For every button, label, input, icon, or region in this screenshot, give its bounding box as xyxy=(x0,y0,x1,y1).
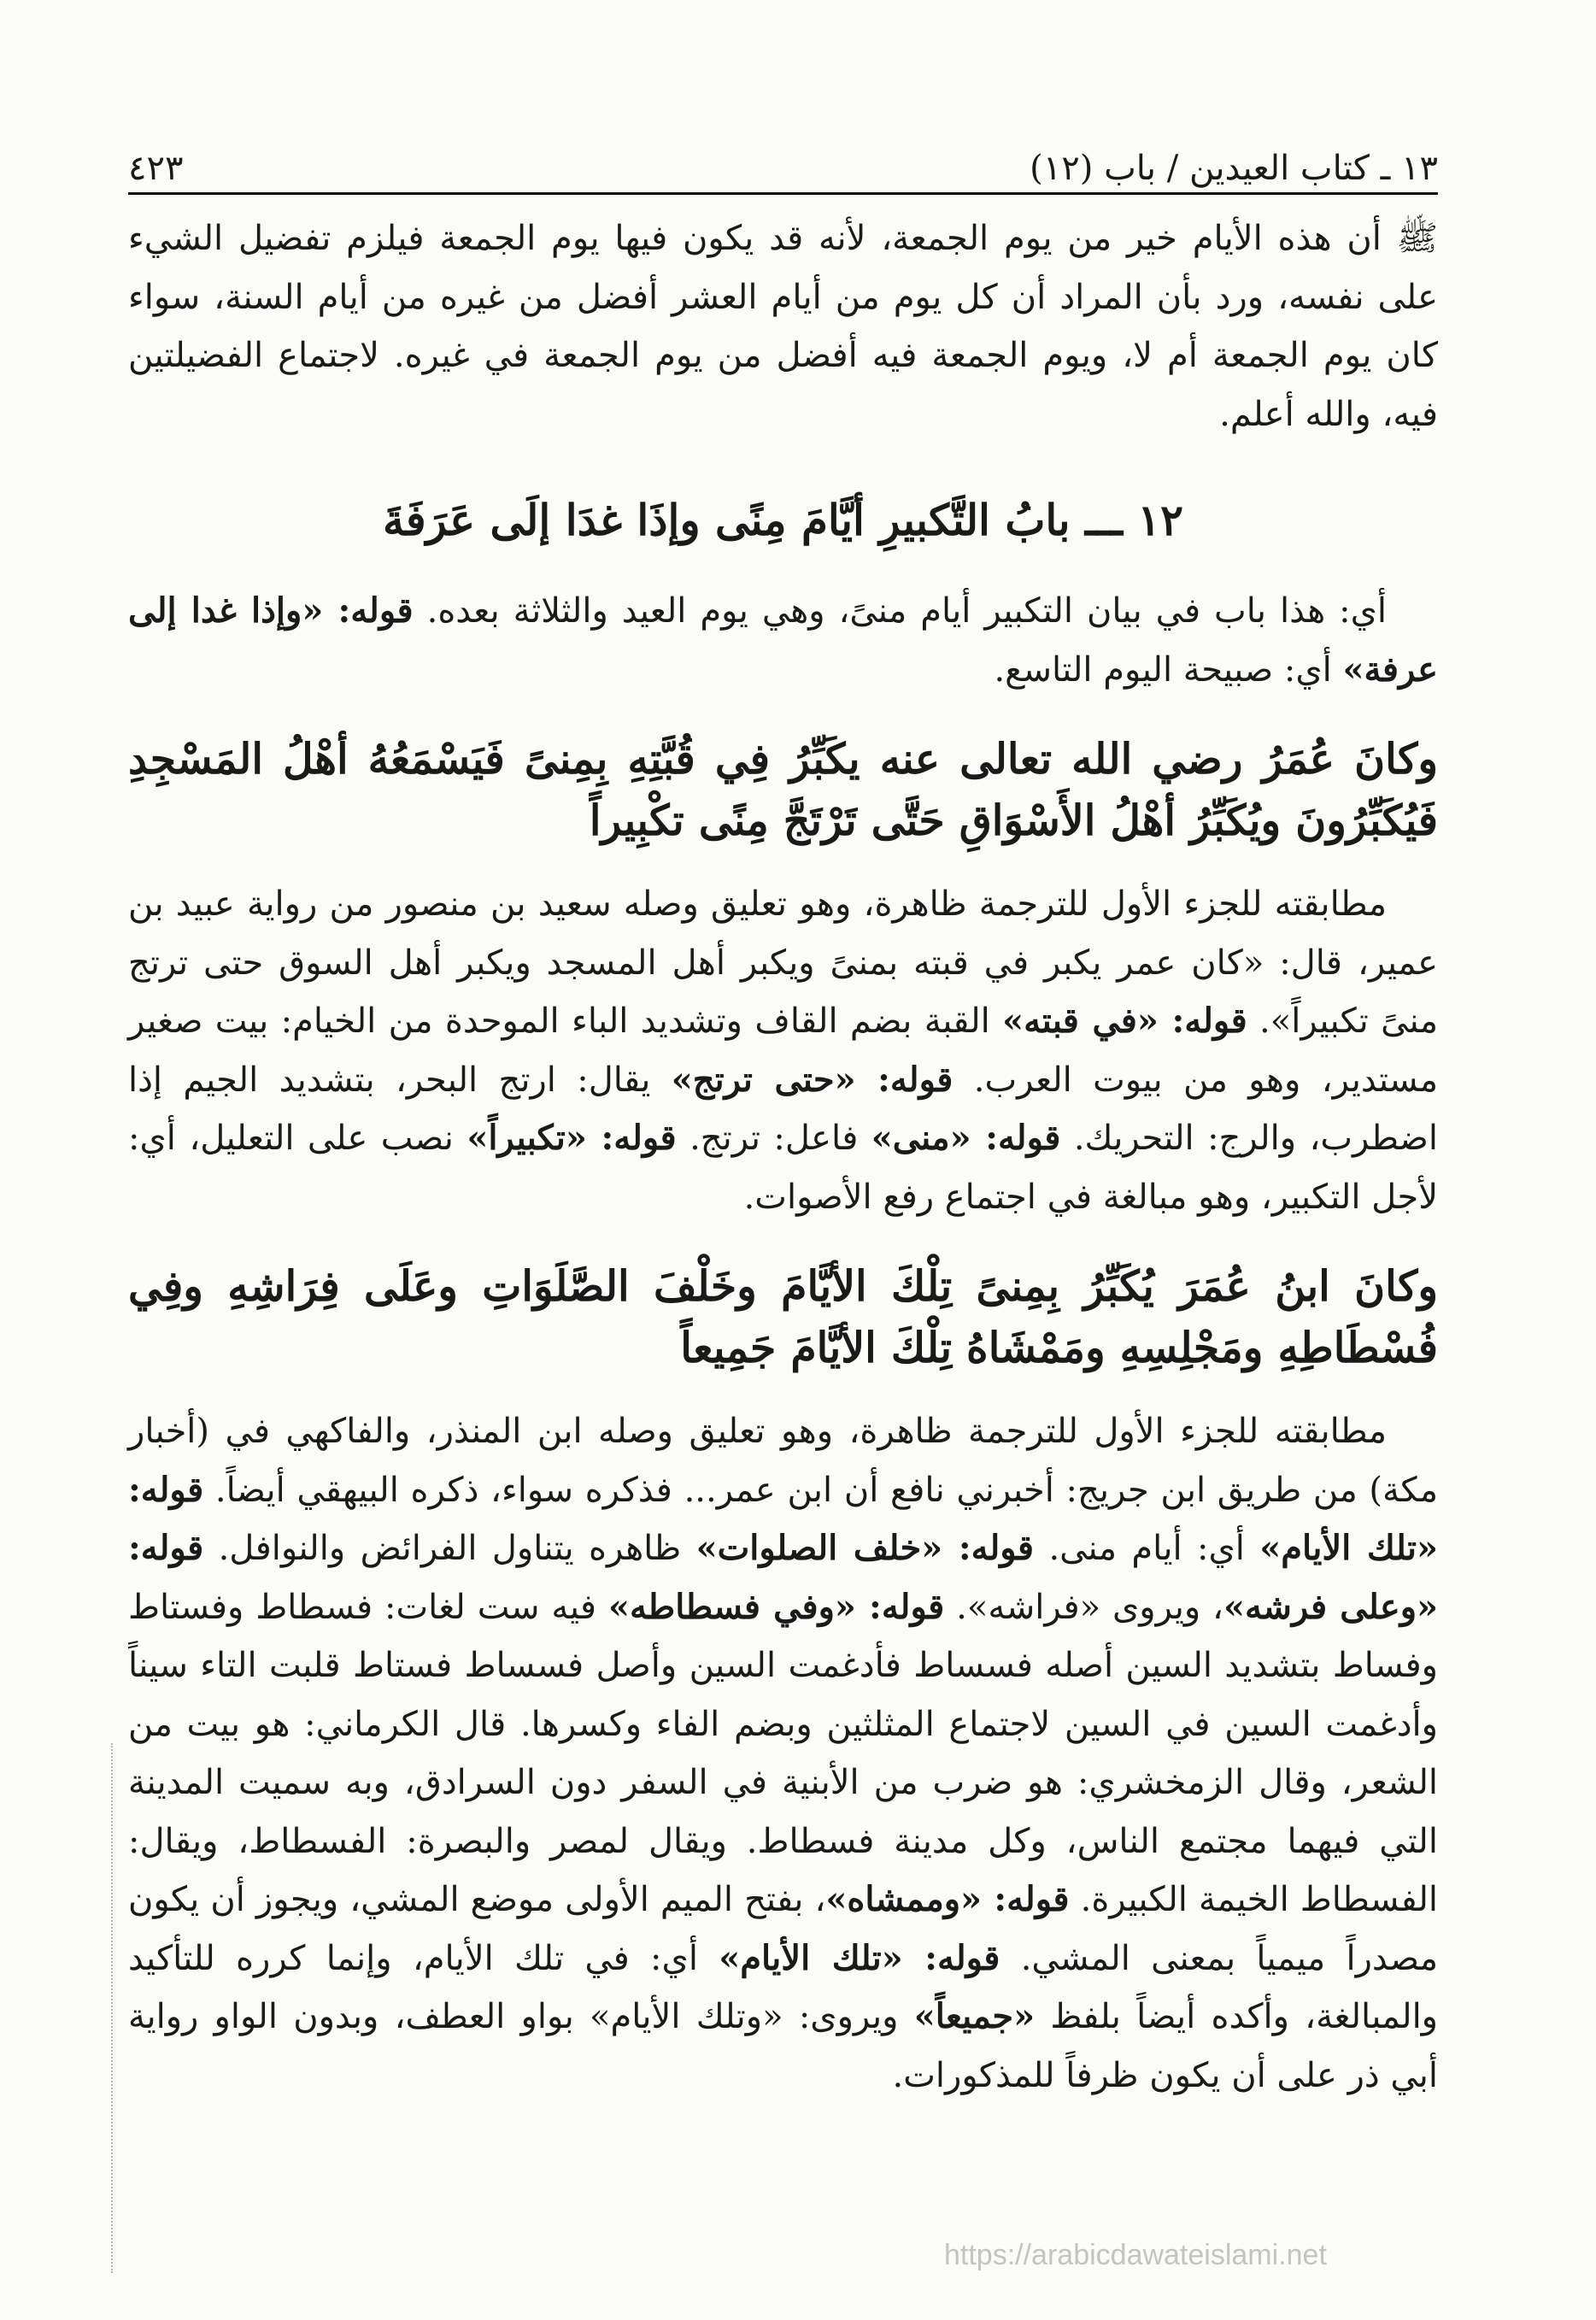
text-run: أي: هذا باب في بيان التكبير أيام منىً، وهي يوم العيد والثلاثة بعده. xyxy=(413,591,1388,631)
commentary-umar xyxy=(128,875,1438,1226)
text-run: أي: صبيحة اليوم التاسع. xyxy=(994,649,1343,690)
header-rule xyxy=(128,192,1438,195)
chapter-title: ١٢ ـــ بابُ التَّكبيرِ أيَّامَ مِنًى وإذَا غدَا إلَى عَرَفَةَ xyxy=(382,495,1184,545)
quoted-phrase: قوله: «وإذا غدا إلى عرفة» xyxy=(128,590,1438,690)
chapter-commentary xyxy=(128,582,1438,699)
quoted-phrase: قوله: «حتى ترتج» xyxy=(671,1059,953,1100)
quoted-phrase: قوله: «خلف الصلوات» xyxy=(695,1528,1035,1568)
text-run: أي: في تلك الأيام، وإنما كرره للتأكيد والمبالغة، وأكده أيضاً بلفظ xyxy=(128,1938,1439,2036)
quoted-phrase: «جميعاً» xyxy=(913,1996,1036,2036)
quoted-phrase: قوله: «في قبته» xyxy=(1002,1001,1247,1041)
text-run: ، بفتح الميم الأولى موضع المشي، ويجوز أن يكون مصدراً ميمياً بمعنى المشي. xyxy=(128,1880,1439,1978)
quoted-phrase: قوله: «تكبيراً» xyxy=(466,1118,677,1158)
page-header xyxy=(128,128,1438,188)
text-run: نصب على التعليل، أي: لأجل التكبير، وهو مبالغة في اجتماع رفع الأصوات. xyxy=(128,1119,1438,1217)
text-run: مطابقته للجزء الأول للترجمة ظاهرة، وهو تعليق وصله ابن المنذر، والفاكهي في (أخبار مكة) من طريق ابن جريج: أخبرني نافع أن ابن عمر... فذكره سواء، ذكره البيهقي أيضاً. xyxy=(128,1412,1438,1510)
page-body xyxy=(128,209,1438,2105)
watermark-url: https://arabicdawateislami.net xyxy=(944,2239,1327,2271)
text-run: فاعل: ترتج. xyxy=(676,1119,871,1158)
hadith-text-umar: وكانَ عُمَرُ رضي الله تعالى عنه يكَبِّرُ فِي قُبَّتِهِ بِمِنىً فَيَسْمَعُهُ أهْلُ المَسْجِدِ فَيُكَبِّرُونَ ويُكَبِّرُ أهْلُ الأَسْوَاقِ حَتَّى تَرْتَجَّ مِنًى تكْبِيراً xyxy=(128,734,1438,845)
text-run: ويروى: «وتلك الأيام» بواو العطف، وبدون الواو رواية أبي ذر على أن يكون ظرفاً للمذكورات. xyxy=(128,1997,1438,2095)
text-run: ، ويروى «فراشه». xyxy=(944,1587,1223,1627)
hadith-text-ibn-umar: وكانَ ابنُ عُمَرَ يُكَبِّرُ بِمِنىً تِلْكَ الأيَّامَ وخَلْفَ الصَّلَوَاتِ وعَلَى فِرَاشِهِ وفِي فُسْطَاطِهِ ومَجْلِسِهِ ومَمْشَاهُ تِلْكَ الأيَّامَ جَمِيعاً xyxy=(128,1261,1438,1372)
running-title: ١٣ ـ كتاب العيدين / باب (١٢) xyxy=(1030,149,1438,188)
scan-margin-dots xyxy=(111,1743,113,2273)
quoted-phrase: قوله: «تلك الأيام» xyxy=(719,1937,1000,1978)
text-run: فيه ست لغات: فسطاط وفستاط وفساط بتشديد السين أصله فسساط فأدغمت السين وأصل فسساط فستاط قلبت التاء سيناً وأدغمت السين في السين لاجتماع المثلثين وبضم الفاء وكسرها. قال الكرماني: هو بيت من الشعر، وقال الزمخشري: هو ضرب من الأبنية في السفر دون السرادق، وبه سميت المدينة التي فيهما مجتمع الناس، وكل مدينة فسطاط. ويقال لمصر والبصرة: الفسطاط، ويقال: الفسطاط الخيمة الكبيرة. xyxy=(128,1587,1439,1919)
commentary-ibn-umar xyxy=(128,1402,1438,2105)
text-run: مطابقته للجزء الأول للترجمة ظاهرة، وهو تعليق وصله سعيد بن منصور من رواية عبيد بن عمير، قال: «كان عمر يكبر في قبته بمنىً ويكبر أهل المسجد ويكبر أهل السوق حتى ترتج منىً تكبيراً». xyxy=(128,884,1438,1041)
paragraph-continued: ﷺ أن هذه الأيام خير من يوم الجمعة، لأنه قد يكون فيها يوم الجمعة فيلزم تفضيل الشيء على نفسه، ورد بأن المراد أن كل يوم من أيام العشر أفضل من غيره من أيام السنة، سواء كان يوم الجمعة أم لا، ويوم الجمعة فيه أفضل من يوم الجمعة في غيره. لاجتماع الفضيلتين فيه، والله أعلم. xyxy=(128,219,1438,434)
text-run: أي: أيام منى. xyxy=(1034,1529,1260,1568)
text-run: يقال: ارتج البحر، بتشديد الجيم إذا اضطرب، والرج: التحريك. xyxy=(128,1060,1438,1158)
quoted-phrase: قوله: «وممشاه» xyxy=(825,1879,1070,1919)
text-run: ظاهره يتناول الفرائض والنوافل. xyxy=(203,1529,696,1568)
page-number: ٤٢٣ xyxy=(128,149,184,188)
text-run: القبة بضم القاف وتشديد الباء الموحدة من الخيام: بيت صغير مستدير، وهو من بيوت العرب. xyxy=(128,1001,1438,1100)
quoted-phrase: قوله: «وعلى فرشه» xyxy=(128,1528,1439,1627)
quoted-phrase: قوله: «منى» xyxy=(871,1118,1061,1158)
quoted-phrase: قوله: «تلك الأيام» xyxy=(128,1469,1438,1568)
quoted-phrase: قوله: «وفي فسطاطه» xyxy=(607,1586,945,1627)
